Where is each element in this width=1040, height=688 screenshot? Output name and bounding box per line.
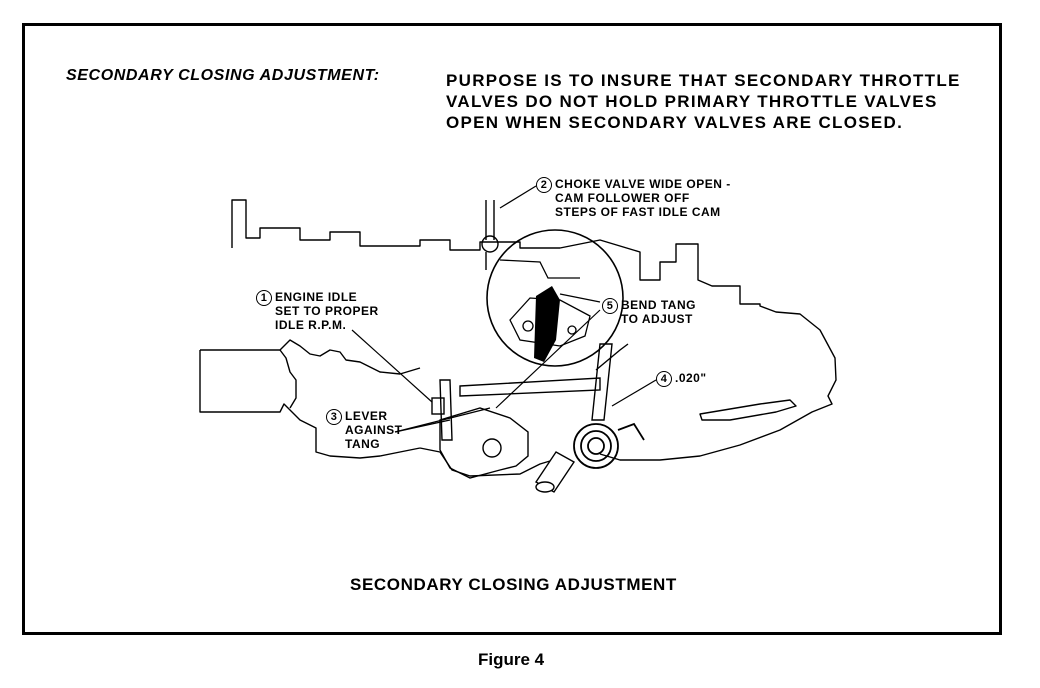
section-heading: SECONDARY CLOSING ADJUSTMENT: [66, 67, 380, 84]
callout-2-line-3: STEPS OF FAST IDLE CAM [555, 205, 721, 219]
leader-3b [395, 408, 490, 432]
carburetor-lower-left [280, 350, 296, 408]
callout-3-line-3: TANG [345, 437, 381, 451]
cam-screw [568, 326, 576, 334]
figure-label: Figure 4 [478, 650, 545, 669]
leader-1 [352, 330, 432, 402]
primary-lever-hub [483, 439, 501, 457]
callout-2-line-1: CHOKE VALVE WIDE OPEN - [555, 177, 731, 191]
leader-5a [560, 294, 600, 302]
callout-5-line-2: TO ADJUST [621, 312, 693, 326]
lever-tang [440, 380, 452, 440]
carburetor-base-left [200, 340, 420, 374]
callout-1 [256, 290, 379, 332]
callout-1-line-3: IDLE R.P.M. [275, 318, 347, 332]
secondary-spring [574, 424, 644, 468]
purpose-line-2: VALVES DO NOT HOLD PRIMARY THROTTLE VALVES [446, 92, 938, 111]
callout-3-number: 3 [326, 409, 342, 425]
callout-2 [536, 177, 731, 219]
callout-5-number: 5 [602, 298, 618, 314]
callout-1-line-1: ENGINE IDLE [275, 290, 358, 304]
idle-screw [432, 398, 444, 414]
secondary-stop-end [536, 482, 554, 492]
throttle-rod [460, 378, 600, 396]
callout-4-number: 4 [656, 371, 672, 387]
callout-5 [602, 298, 696, 326]
callout-4-line-1: .020" [675, 371, 707, 385]
diagram-caption: SECONDARY CLOSING ADJUSTMENT [350, 575, 677, 594]
callout-2-number: 2 [536, 177, 552, 193]
purpose-line-3: OPEN WHEN SECONDARY VALVES ARE CLOSED. [446, 113, 904, 132]
callout-5-line-1: BEND TANG [621, 298, 696, 312]
callout-3 [326, 409, 403, 451]
leader-2 [500, 186, 536, 208]
callout-4 [656, 371, 707, 387]
secondary-shaft [592, 344, 612, 420]
choke-ring [482, 236, 498, 252]
callout-3-line-2: AGAINST [345, 423, 403, 437]
callout-2-line-2: CAM FOLLOWER OFF [555, 191, 690, 205]
callout-3-line-1: LEVER [345, 409, 388, 423]
cam-pivot [523, 321, 533, 331]
choke-linkage [500, 260, 580, 278]
purpose-line-1: PURPOSE IS TO INSURE THAT SECONDARY THROTTLE [446, 71, 961, 90]
leader-4 [612, 380, 656, 406]
body-slot [700, 400, 796, 420]
callout-1-line-2: SET TO PROPER [275, 304, 379, 318]
callout-1-number: 1 [256, 290, 272, 306]
